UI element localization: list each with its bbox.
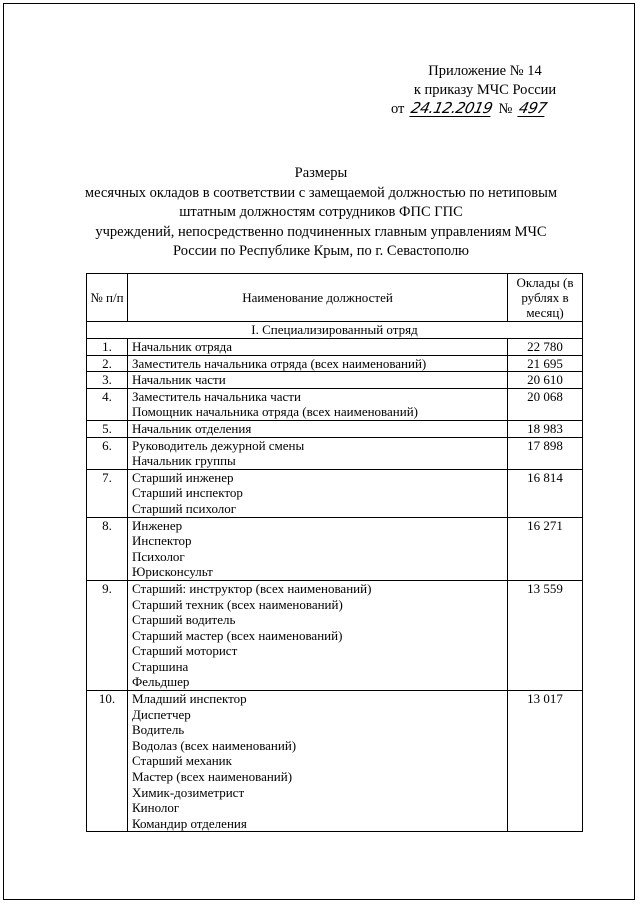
position-names (128, 691, 508, 832)
section-row (87, 322, 583, 339)
table-row (87, 691, 583, 832)
position-name: Начальник части (132, 372, 226, 388)
document-title (60, 164, 582, 262)
position-name: Мастер (всех наименований) (132, 769, 293, 785)
position-name: Психолог (132, 548, 185, 564)
position-name: Диспетчер (132, 706, 191, 722)
section-title: I. Специализированный отряд (87, 322, 583, 339)
handwritten-date: 24.12.2019 (409, 99, 495, 117)
salary-value: 17 898 (508, 437, 583, 469)
position-name: Старший механик (132, 753, 232, 769)
title-line: месячных окладов в соответствии с замещаемой должностью по нетиповым (84, 184, 558, 201)
row-number: 9. (87, 580, 128, 690)
position-name: Начальник отряда (132, 339, 232, 354)
position-name: Юрисконсульт (132, 564, 213, 580)
title-line: учреждений, непосредственно подчиненных главным управлениям МЧС (95, 223, 547, 240)
position-name: Начальник отделения (132, 420, 252, 436)
position-name: Химик-дозиметрист (132, 784, 245, 800)
salary-value: 20 068 (508, 388, 583, 420)
position-name: Старший инспектор (132, 485, 243, 501)
position-names (128, 372, 508, 389)
position-names (128, 517, 508, 580)
salary-table (86, 273, 583, 832)
position-name: Заместитель начальника отряда (всех наименований) (132, 355, 427, 371)
position-names (128, 339, 508, 356)
row-number: 10. (87, 691, 128, 832)
position-name: Водитель (132, 722, 185, 738)
position-name: Старший моторист (132, 643, 238, 659)
row-number: 1. (87, 339, 128, 356)
table-row (87, 437, 583, 469)
position-name: Старший инженер (132, 469, 234, 485)
position-names (128, 388, 508, 420)
table-row (87, 372, 583, 389)
table-header-row (87, 274, 583, 322)
position-name: Старший мастер (всех наименований) (132, 627, 343, 643)
row-number: 3. (87, 372, 128, 389)
position-names (128, 355, 508, 372)
position-name: Старший психолог (132, 500, 237, 516)
position-name: Старший: инструктор (всех наименований) (132, 580, 372, 596)
position-name: Младший инспектор (132, 691, 247, 707)
row-number: 4. (87, 388, 128, 420)
row-number: 2. (87, 355, 128, 372)
salary-value: 16 271 (508, 517, 583, 580)
position-name: Кинолог (132, 800, 180, 816)
row-number: 7. (87, 469, 128, 517)
position-name: Начальник группы (132, 453, 236, 469)
position-name: Старший техник (всех наименований) (132, 596, 343, 612)
table-row (87, 388, 583, 420)
table-row (87, 517, 583, 580)
row-number: 6. (87, 437, 128, 469)
handwritten-number: 497 (517, 99, 549, 117)
position-names (128, 437, 508, 469)
appendix-order-ref: к приказу МЧС России (413, 82, 557, 98)
position-name: Помощник начальника отряда (всех наименований) (132, 404, 418, 420)
position-name: Фельдшер (132, 674, 190, 690)
table-row (87, 469, 583, 517)
number-label: № (498, 101, 513, 117)
position-names (128, 580, 508, 690)
salary-value: 21 695 (508, 355, 583, 372)
position-name: Заместитель начальника части (132, 388, 301, 404)
header-name: Наименование должностей (128, 274, 508, 322)
row-number: 8. (87, 517, 128, 580)
salary-value: 13 017 (508, 691, 583, 832)
from-label: от (391, 101, 405, 117)
header-salary: Оклады (в рублях в месяц) (508, 274, 583, 322)
position-names (128, 420, 508, 437)
appendix-title: Приложение № 14 (428, 63, 542, 79)
row-number: 5. (87, 420, 128, 437)
header-num: № п/п (87, 274, 128, 322)
salary-value: 13 559 (508, 580, 583, 690)
position-name: Командир отделения (132, 815, 247, 831)
salary-value: 20 610 (508, 372, 583, 389)
table-row (87, 355, 583, 372)
title-line: Размеры (294, 165, 348, 181)
salary-value: 18 983 (508, 420, 583, 437)
position-name: Водолаз (всех наименований) (132, 737, 297, 753)
position-name: Инженер (132, 517, 183, 533)
table-row (87, 580, 583, 690)
position-name: Инспектор (132, 533, 192, 549)
position-name: Старшина (132, 658, 189, 674)
appendix-header (385, 62, 585, 119)
position-name: Руководитель дежурной смены (132, 437, 305, 453)
position-name: Старший водитель (132, 612, 236, 628)
salary-value: 16 814 (508, 469, 583, 517)
table-row (87, 420, 583, 437)
position-names (128, 469, 508, 517)
table-row (87, 339, 583, 356)
salary-value: 22 780 (508, 339, 583, 356)
title-line: России по Республике Крым, по г. Севастополю (172, 243, 470, 259)
title-line: штатным должностям сотрудников ФПС ГПС (179, 204, 463, 220)
appendix-date-line (385, 100, 585, 119)
